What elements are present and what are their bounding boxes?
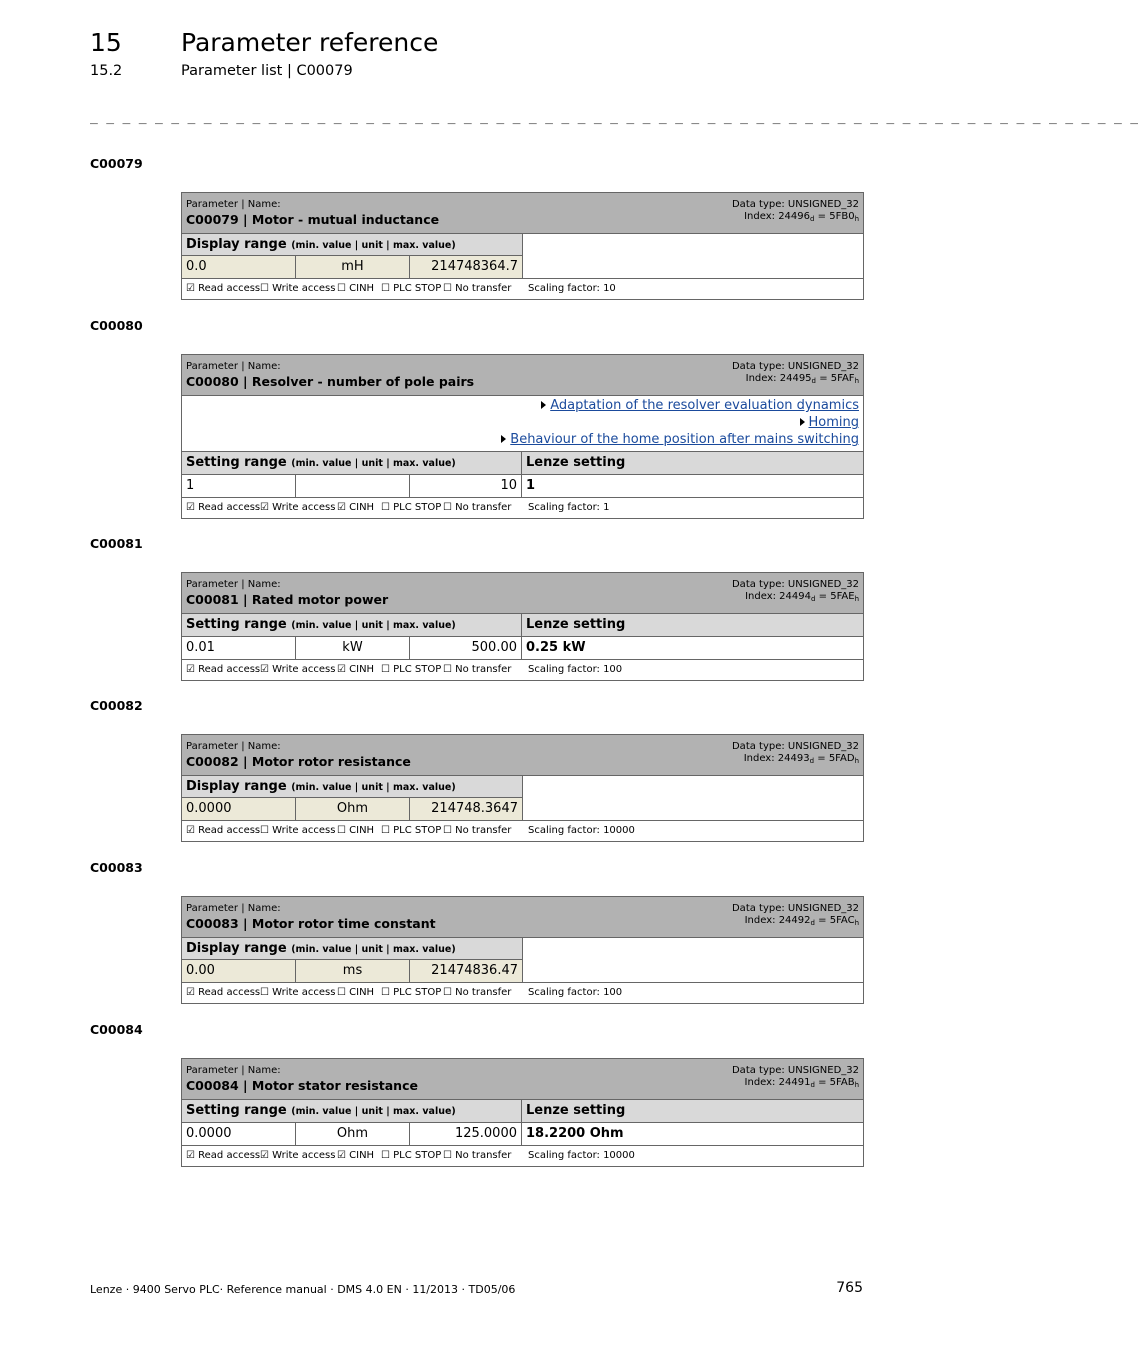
chapter-title: Parameter reference bbox=[181, 28, 439, 57]
param-name: C00082 | Motor rotor resistance bbox=[186, 754, 411, 769]
index: Index: $24491_d = 5FAB_h$ bbox=[744, 1077, 859, 1089]
range-values bbox=[182, 798, 522, 820]
data-type: Data type: UNSIGNED_32 bbox=[731, 361, 859, 372]
range-min: 0.0000 bbox=[182, 798, 296, 820]
range-min: 1 bbox=[182, 475, 296, 497]
setting-range-header: Setting range (min. value | unit | max. value) bbox=[182, 614, 522, 636]
param-label: Parameter | Name: bbox=[186, 579, 281, 590]
no-transfer: ☐ No transfer bbox=[443, 502, 512, 513]
range-max: 21474836.47 bbox=[410, 960, 522, 982]
range-min: 0.00 bbox=[182, 960, 296, 982]
plc-stop: ☐ PLC STOP bbox=[381, 825, 442, 836]
range-values bbox=[182, 960, 522, 982]
param-table-c00083 bbox=[181, 896, 864, 1004]
scaling-factor: Scaling factor: 1 bbox=[528, 502, 610, 513]
no-transfer: ☐ No transfer bbox=[443, 1150, 512, 1161]
data-type: Data type: UNSIGNED_32 bbox=[731, 741, 859, 752]
index: Index: $24495_d = 5FAF_h$ bbox=[745, 373, 859, 385]
section-label-c00079: C00079 bbox=[90, 156, 143, 171]
range-unit: ms bbox=[296, 960, 410, 982]
empty-cell bbox=[523, 776, 863, 820]
section-label-c00084: C00084 bbox=[90, 1022, 143, 1037]
data-type: Data type: UNSIGNED_32 bbox=[731, 579, 859, 590]
section-label-c00081: C00081 bbox=[90, 536, 143, 551]
write-access: ☐ Write access bbox=[260, 987, 336, 998]
lenze-setting-header: Lenze setting bbox=[522, 1100, 863, 1122]
cinh: ☑ CINH bbox=[337, 1150, 375, 1161]
no-transfer: ☐ No transfer bbox=[443, 283, 512, 294]
range-min: 0.01 bbox=[182, 637, 296, 659]
range-values bbox=[182, 475, 863, 498]
param-table-c00084 bbox=[181, 1058, 864, 1167]
data-type: Data type: UNSIGNED_32 bbox=[731, 1065, 859, 1076]
param-table-c00079 bbox=[181, 192, 864, 300]
param-table-c00080 bbox=[181, 354, 864, 519]
scaling-factor: Scaling factor: 10000 bbox=[528, 825, 635, 836]
write-access: ☑ Write access bbox=[260, 664, 336, 675]
lenze-setting-header: Lenze setting bbox=[522, 452, 863, 474]
range-unit bbox=[296, 475, 410, 497]
setting-range-header: Setting range (min. value | unit | max. value) bbox=[182, 452, 522, 474]
param-label: Parameter | Name: bbox=[186, 903, 281, 914]
write-access: ☐ Write access bbox=[260, 825, 336, 836]
setting-range-header: Setting range (min. value | unit | max. value) bbox=[182, 1100, 522, 1122]
arrow-right-icon bbox=[501, 435, 506, 443]
range-unit: kW bbox=[296, 637, 410, 659]
param-label: Parameter | Name: bbox=[186, 361, 281, 372]
arrow-right-icon bbox=[541, 401, 546, 409]
section-label-c00082: C00082 bbox=[90, 698, 143, 713]
access-row bbox=[182, 821, 863, 841]
range-max: 214748.3647 bbox=[410, 798, 522, 820]
plc-stop: ☐ PLC STOP bbox=[381, 987, 442, 998]
display-range-header: Display range (min. value | unit | max. value) bbox=[182, 234, 522, 256]
read-access: ☑ Read access bbox=[186, 502, 261, 513]
read-access: ☑ Read access bbox=[186, 664, 261, 675]
param-label: Parameter | Name: bbox=[186, 199, 281, 210]
cinh: ☑ CINH bbox=[337, 502, 375, 513]
read-access: ☑ Read access bbox=[186, 825, 261, 836]
read-access: ☑ Read access bbox=[186, 283, 261, 294]
section-number: 15.2 bbox=[90, 63, 123, 79]
param-header bbox=[182, 193, 863, 234]
range-unit: Ohm bbox=[296, 798, 410, 820]
lenze-value: 18.2200 Ohm bbox=[526, 1126, 624, 1141]
param-name: C00080 | Resolver - number of pole pairs bbox=[186, 374, 475, 389]
arrow-right-icon bbox=[800, 418, 805, 426]
index: Index: $24493_d = 5FAD_h$ bbox=[743, 753, 859, 765]
no-transfer: ☐ No transfer bbox=[443, 825, 512, 836]
access-row bbox=[182, 279, 863, 299]
read-access: ☑ Read access bbox=[186, 987, 261, 998]
range-max: 500.00 bbox=[410, 637, 522, 659]
divider-line: _ _ _ _ _ _ _ _ _ _ _ _ _ _ _ _ _ _ _ _ _ _ _ _ _ _ _ _ _ _ _ _ _ _ _ _ _ _ _ _ _ _ _ _ _ _ _ _ _ _ _ _ _ _ _ _ _ _ _ _ _ _ _ _ _ bbox=[90, 110, 1138, 125]
plc-stop: ☐ PLC STOP bbox=[381, 1150, 442, 1161]
range-values bbox=[182, 256, 522, 278]
cinh: ☐ CINH bbox=[337, 825, 375, 836]
link-homing[interactable]: Homing bbox=[808, 415, 859, 430]
param-name: C00081 | Rated motor power bbox=[186, 592, 389, 607]
scaling-factor: Scaling factor: 10 bbox=[528, 283, 616, 294]
no-transfer: ☐ No transfer bbox=[443, 664, 512, 675]
param-table-c00081 bbox=[181, 572, 864, 681]
scaling-factor: Scaling factor: 100 bbox=[528, 664, 623, 675]
param-header bbox=[182, 897, 863, 938]
range-values bbox=[182, 637, 863, 660]
lenze-value: 0.25 kW bbox=[526, 640, 586, 655]
index: Index: $24492_d = 5FAC_h$ bbox=[744, 915, 859, 927]
param-label: Parameter | Name: bbox=[186, 741, 281, 752]
scaling-factor: Scaling factor: 10000 bbox=[528, 1150, 635, 1161]
access-row bbox=[182, 498, 863, 518]
chapter-number: 15 bbox=[90, 28, 122, 57]
link-home-position[interactable]: Behaviour of the home position after mains switching bbox=[510, 432, 859, 447]
range-min: 0.0 bbox=[182, 256, 296, 278]
range-header-row bbox=[182, 614, 863, 637]
range-header-row bbox=[182, 1100, 863, 1123]
cinh: ☐ CINH bbox=[337, 987, 375, 998]
section-label-c00083: C00083 bbox=[90, 860, 143, 875]
range-min: 0.0000 bbox=[182, 1123, 296, 1145]
cinh: ☑ CINH bbox=[337, 664, 375, 675]
range-header-row bbox=[182, 452, 863, 475]
page-number: 765 bbox=[836, 1280, 863, 1296]
data-type: Data type: UNSIGNED_32 bbox=[731, 199, 859, 210]
param-label: Parameter | Name: bbox=[186, 1065, 281, 1076]
range-max: 125.0000 bbox=[410, 1123, 522, 1145]
range-max: 214748364.7 bbox=[410, 256, 522, 278]
section-title: Parameter list | C00079 bbox=[181, 63, 353, 79]
plc-stop: ☐ PLC STOP bbox=[381, 283, 442, 294]
param-name: C00079 | Motor - mutual inductance bbox=[186, 212, 440, 227]
param-name: C00084 | Motor stator resistance bbox=[186, 1078, 418, 1093]
param-header bbox=[182, 1059, 863, 1100]
empty-cell bbox=[523, 938, 863, 982]
range-unit: Ohm bbox=[296, 1123, 410, 1145]
read-access: ☑ Read access bbox=[186, 1150, 261, 1161]
cinh: ☐ CINH bbox=[337, 283, 375, 294]
index: Index: $24494_d = 5FAE_h$ bbox=[745, 591, 859, 603]
range-max: 10 bbox=[410, 475, 522, 497]
write-access: ☑ Write access bbox=[260, 502, 336, 513]
display-range-header: Display range (min. value | unit | max. value) bbox=[182, 776, 522, 798]
range-values bbox=[182, 1123, 863, 1146]
param-header bbox=[182, 735, 863, 776]
range-unit: mH bbox=[296, 256, 410, 278]
plc-stop: ☐ PLC STOP bbox=[381, 502, 442, 513]
param-header bbox=[182, 573, 863, 614]
no-transfer: ☐ No transfer bbox=[443, 987, 512, 998]
display-range-header: Display range (min. value | unit | max. value) bbox=[182, 938, 522, 960]
access-row bbox=[182, 983, 863, 1003]
empty-cell bbox=[523, 234, 863, 278]
footer-text: Lenze · 9400 Servo PLC· Reference manual · DMS 4.0 EN · 11/2013 · TD05/06 bbox=[90, 1283, 516, 1296]
plc-stop: ☐ PLC STOP bbox=[381, 664, 442, 675]
param-table-c00082 bbox=[181, 734, 864, 842]
lenze-value: 1 bbox=[526, 478, 536, 493]
param-name: C00083 | Motor rotor time constant bbox=[186, 916, 436, 931]
write-access: ☑ Write access bbox=[260, 1150, 336, 1161]
section-label-c00080: C00080 bbox=[90, 318, 143, 333]
access-row bbox=[182, 1146, 863, 1166]
index: Index: $24496_d = 5FB0_h$ bbox=[744, 211, 859, 223]
related-links bbox=[182, 396, 863, 452]
link-resolver-dynamics[interactable]: Adaptation of the resolver evaluation dynamics bbox=[550, 398, 859, 413]
data-type: Data type: UNSIGNED_32 bbox=[731, 903, 859, 914]
scaling-factor: Scaling factor: 100 bbox=[528, 987, 623, 998]
write-access: ☐ Write access bbox=[260, 283, 336, 294]
param-header bbox=[182, 355, 863, 396]
access-row bbox=[182, 660, 863, 680]
lenze-setting-header: Lenze setting bbox=[522, 614, 863, 636]
